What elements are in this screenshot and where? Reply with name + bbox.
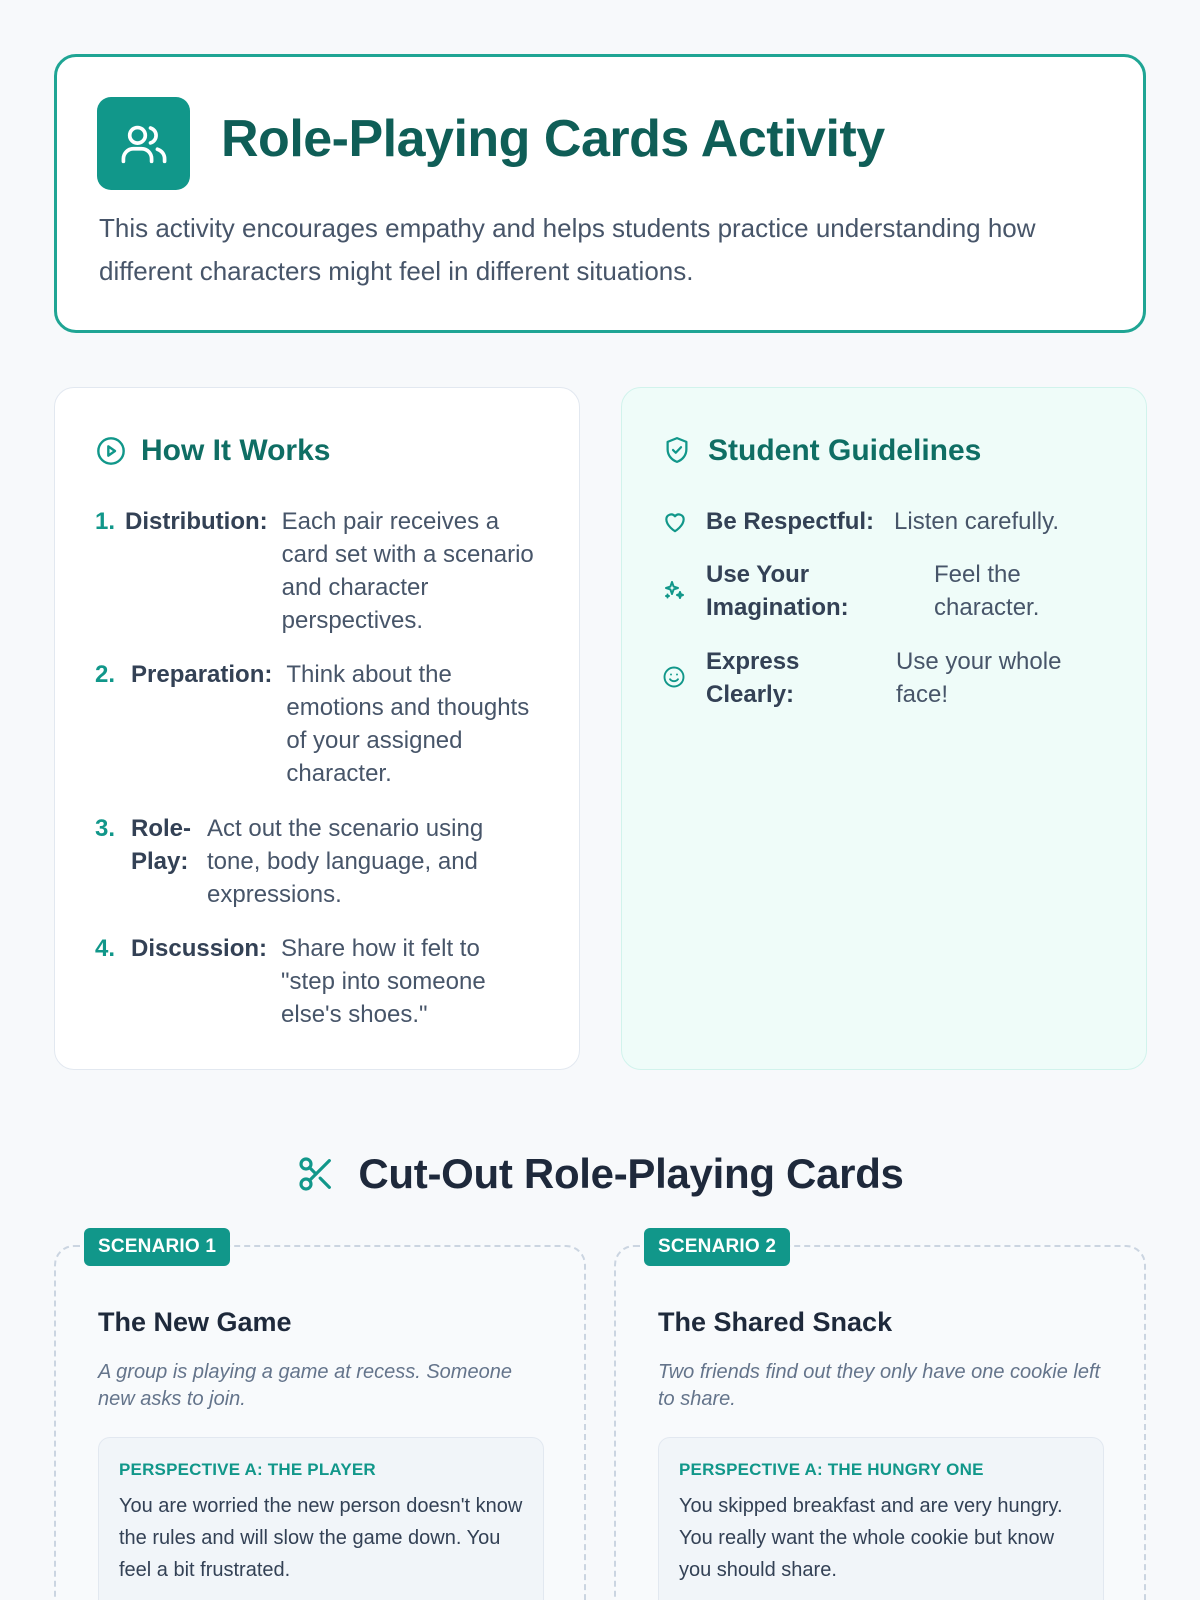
cards-section-title: Cut-Out Role-Playing Cards: [358, 1150, 904, 1197]
how-it-works-heading: [95, 434, 330, 468]
guideline-text: Listen carefully.: [894, 508, 1060, 535]
guideline-text: Use your whole face!: [896, 648, 1062, 708]
scenario-badge: SCENARIO 2: [644, 1228, 790, 1266]
card-title: The New Game: [98, 1307, 292, 1337]
scissors-icon: [296, 1154, 336, 1194]
heart-icon: [662, 509, 688, 535]
guideline-label: Use Your Imagination:: [706, 561, 849, 621]
guideline-text: Feel the character.: [934, 561, 1040, 621]
step-number: 3.: [95, 815, 116, 842]
guideline-item: [662, 645, 1086, 711]
step-text: Share how it felt to "step into someone else's shoes.": [281, 935, 486, 1028]
step-item: [95, 658, 540, 790]
step-label: Distribution:: [125, 508, 268, 535]
step-text: Think about the emotions and thoughts of your assigned character.: [286, 661, 530, 787]
users-icon: [97, 97, 190, 190]
play-circle-icon: [95, 435, 127, 467]
step-item: [95, 812, 507, 911]
shield-check-icon: [662, 435, 694, 467]
role-card: [614, 1236, 1146, 1600]
how-it-works-panel: [54, 387, 580, 1070]
guideline-item: [662, 558, 1064, 624]
perspective-text: You are worried the new person doesn't know the rules and will slow the game down. You feel a bit frustrated.: [119, 1495, 523, 1581]
perspective-box: [658, 1437, 1104, 1600]
sparkles-icon: [662, 578, 688, 604]
perspective-label: PERSPECTIVE A: THE HUNGRY ONE: [679, 1460, 984, 1479]
cards-section-heading: [0, 1150, 1200, 1198]
card-description: Two friends find out they only have one cookie left to share.: [658, 1361, 1101, 1410]
perspective-text: You skipped breakfast and are very hungry. You really want the whole cookie but know you should share.: [679, 1495, 1063, 1581]
card-description: A group is playing a game at recess. Someone new asks to join.: [98, 1361, 512, 1410]
step-number: 4.: [95, 935, 116, 962]
step-item: [95, 932, 511, 1031]
step-number: 1.: [95, 508, 116, 535]
scenario-badge: SCENARIO 1: [84, 1228, 230, 1266]
step-label: Discussion:: [131, 935, 268, 962]
step-text: Act out the scenario using tone, body language, and expressions.: [207, 815, 484, 908]
step-item: [95, 505, 540, 637]
guideline-label: Express Clearly:: [706, 648, 800, 708]
card-title: The Shared Snack: [658, 1307, 893, 1337]
guideline-label: Be Respectful:: [706, 508, 875, 535]
header-card: [54, 54, 1146, 333]
smile-icon: [662, 665, 688, 691]
guidelines-heading: [662, 434, 981, 468]
step-label: Preparation:: [131, 661, 273, 688]
page-description: This activity encourages empathy and helps students practice understanding how different characters might feel in different situations.: [99, 213, 1036, 286]
guidelines-title: Student Guidelines: [708, 434, 982, 467]
perspective-box: [98, 1437, 544, 1600]
perspective-label: PERSPECTIVE A: THE PLAYER: [119, 1460, 376, 1479]
student-guidelines-panel: [621, 387, 1147, 1070]
step-number: 2.: [95, 661, 116, 688]
step-label: Role-Play:: [131, 815, 191, 875]
page-title: Role-Playing Cards Activity: [221, 110, 885, 168]
guideline-item: [662, 505, 1059, 538]
step-text: Each pair receives a card set with a scenario and character perspectives.: [281, 508, 534, 634]
how-it-works-title: How It Works: [141, 434, 331, 467]
role-card: [54, 1236, 586, 1600]
